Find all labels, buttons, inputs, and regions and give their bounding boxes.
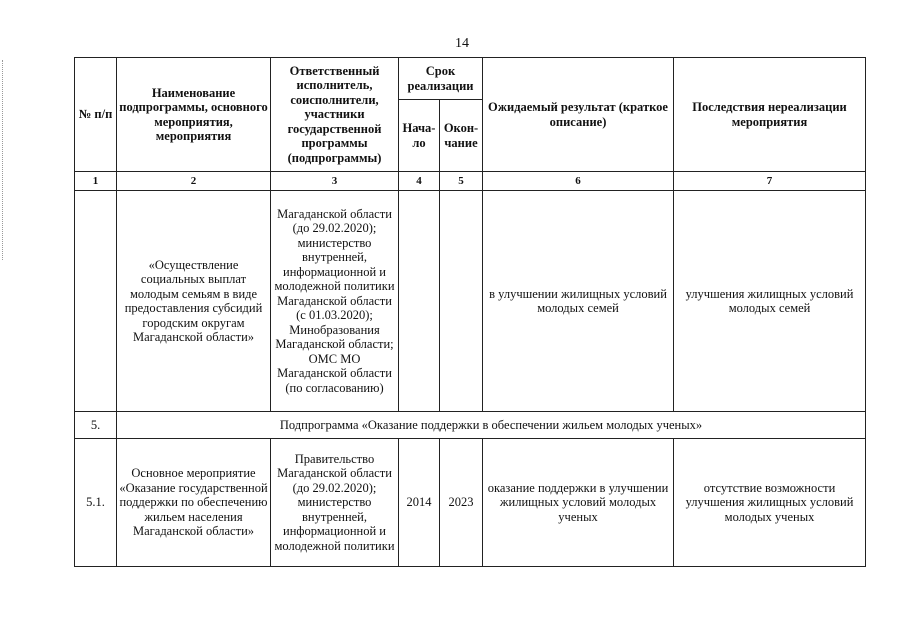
header-term: Срок реализации	[399, 58, 483, 100]
row-consequence: улучшения жилищных условий молодых семей	[674, 191, 866, 412]
row-result: в улучшении жилищных условий молодых семей	[483, 191, 674, 412]
row-name: Основное мероприятие «Оказание государственной поддержки по обеспечению жильем населения Магаданской области»	[117, 439, 271, 567]
row-start	[399, 191, 440, 412]
header-result: Ожидаемый результат (краткое описание)	[483, 58, 674, 172]
row-responsible: Правительство Магаданской области (до 29.02.2020); министерство внутренней, информационной и молодежной политики	[271, 439, 399, 567]
column-number: 1	[75, 172, 117, 191]
column-number-row	[75, 172, 866, 191]
column-number: 3	[271, 172, 399, 191]
column-number: 2	[117, 172, 271, 191]
header-consequence: Последствия нереализации мероприятия	[674, 58, 866, 172]
page-number: 14	[455, 36, 469, 51]
subprogram-row	[75, 412, 866, 439]
header-start: Нача-ло	[399, 100, 440, 172]
header-responsible: Ответственный исполнитель, соисполнители, участники государственной программы (подпрограммы)	[271, 58, 399, 172]
program-table	[74, 57, 866, 567]
row-end: 2023	[440, 439, 483, 567]
row-num: 5.1.	[75, 439, 117, 567]
column-number: 7	[674, 172, 866, 191]
row-start: 2014	[399, 439, 440, 567]
table-row	[75, 439, 866, 567]
row-result: оказание поддержки в улучшении жилищных условий молодых ученых	[483, 439, 674, 567]
row-name: «Осуществление социальных выплат молодым семьям в виде предоставления субсидий городским округам Магаданской области»	[117, 191, 271, 412]
subprogram-title: Подпрограмма «Оказание поддержки в обеспечении жильем молодых ученых»	[117, 412, 866, 439]
header-num: № п/п	[75, 58, 117, 172]
row-responsible: Магаданской области (до 29.02.2020); министерство внутренней, информационной и молодежной политики Магаданской области (с 01.03.2020); Минобразования Магаданской области; ОМС МО Магаданской области (по согласованию)	[271, 191, 399, 412]
row-num	[75, 191, 117, 412]
table-row	[75, 191, 866, 412]
header-name: Наименование подпрограммы, основного мероприятия, мероприятия	[117, 58, 271, 172]
column-number: 6	[483, 172, 674, 191]
row-end	[440, 191, 483, 412]
scan-edge-marks	[2, 60, 9, 260]
column-number: 4	[399, 172, 440, 191]
column-number: 5	[440, 172, 483, 191]
header-end: Окон-чание	[440, 100, 483, 172]
subprogram-num: 5.	[75, 412, 117, 439]
row-consequence: отсутствие возможности улучшения жилищных условий молодых ученых	[674, 439, 866, 567]
